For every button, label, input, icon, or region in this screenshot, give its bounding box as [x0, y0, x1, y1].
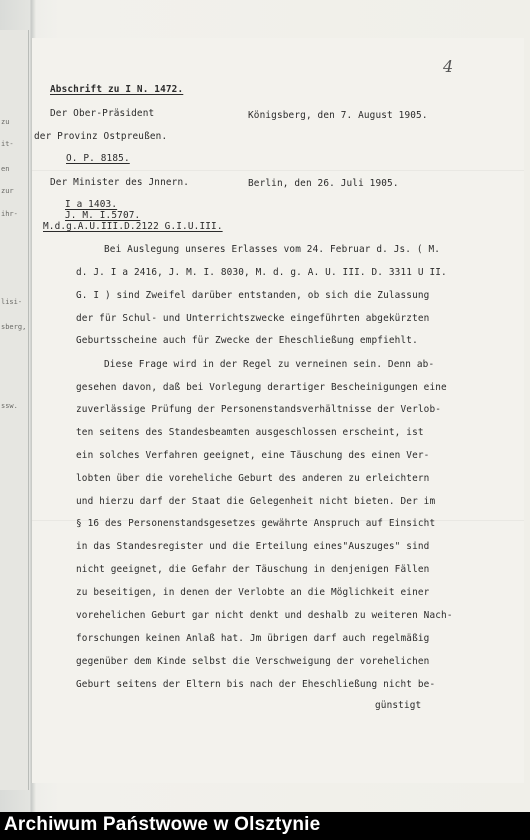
sender-place-date: Königsberg, den 7. August 1905.: [248, 110, 428, 121]
body-line: forschungen keinen Anlaß hat. Jm übrigen darf auch regelmäßig: [76, 633, 430, 644]
catchword: günstigt: [375, 700, 422, 711]
body-line: und hierzu darf der Staat die Gelegenheit nicht bieten. Der im: [76, 496, 436, 507]
body-line: in das Standesregister und die Erteilung eines"Auszuges" sind: [76, 541, 430, 552]
body-line: Bei Auslegung unseres Erlasses vom 24. Februar d. Js. ( M.: [104, 244, 441, 255]
margin-fragment: lisi-: [1, 298, 23, 306]
body-line: ein solches Verfahren geeignet, eine Täuschung des einen Ver-: [76, 450, 430, 461]
reference-line: M.d.g.A.U.III.D.2122 G.I.U.III.: [43, 221, 223, 232]
minister-place-date: Berlin, den 26. Juli 1905.: [248, 178, 399, 189]
sender-title: Der Ober-Präsident: [50, 108, 155, 119]
margin-fragment: sberg,: [1, 323, 27, 331]
sender-reference: O. P. 8185.: [66, 153, 130, 164]
body-line: zu beseitigen, in denen der Verlobte an die Möglichkeit einer: [76, 587, 430, 598]
body-line: vorehelichen Geburt gar nicht denkt und deshalb zu weiteren Nach-: [76, 610, 453, 621]
reference-line: I a 1403.: [65, 199, 118, 210]
margin-fragment: zu: [1, 118, 10, 126]
body-line: Geburt seitens der Eltern bis nach der Eheschließung nicht be-: [76, 679, 436, 690]
body-line: Diese Frage wird in der Regel zu verneinen sein. Denn ab-: [104, 359, 435, 370]
minister-title: Der Minister des Jnnern.: [50, 177, 190, 188]
adjacent-page-edge: [0, 30, 29, 790]
body-line: Geburtsscheine auch für Zwecke der Eheschließung empfiehlt.: [76, 335, 418, 346]
margin-fragment: ihr-: [1, 210, 18, 218]
paper-fold: [32, 170, 524, 171]
body-line: gesehen davon, daß bei Vorlegung derartiger Bescheinigungen eine: [76, 382, 447, 393]
body-line: nicht geeignet, die Gefahr der Täuschung in denjenigen Fällen: [76, 564, 430, 575]
copy-reference: Abschrift zu I N. 1472.: [50, 84, 184, 95]
body-line: der für Schul- und Unterrichtszwecke eingeführten abgekürzten: [76, 313, 430, 324]
archive-label: Archiwum Państwowe w Olsztynie: [4, 814, 321, 835]
body-line: § 16 des Personenstandsgesetzes gewährte Anspruch auf Einsicht: [76, 518, 436, 529]
archive-footer-bar: [0, 812, 530, 840]
body-line: d. J. I a 2416, J. M. I. 8030, M. d. g. A. U. III. D. 3311 U II.: [76, 267, 447, 278]
sender-province: der Provinz Ostpreußen.: [34, 131, 168, 142]
body-line: lobten über die voreheliche Geburt des anderen zu erleichtern: [76, 473, 430, 484]
body-line: zuverlässige Prüfung der Personenstandsverhältnisse der Verlob-: [76, 404, 442, 415]
margin-fragment: it-: [1, 140, 14, 148]
body-line: ten seitens des Standesbeamten ausgeschlossen erscheint, ist: [76, 427, 424, 438]
body-line: gegenüber dem Kinde selbst die Verschweigung der vorehelichen: [76, 656, 430, 667]
margin-fragment: zur: [1, 187, 14, 195]
reference-line: J. M. I.5707.: [65, 210, 141, 221]
body-line: G. I ) sind Zweifel darüber entstanden, ob sich die Zulassung: [76, 290, 430, 301]
margin-fragment: ssw.: [1, 402, 18, 410]
page-number: 4: [443, 57, 454, 76]
margin-fragment: en: [1, 165, 10, 173]
